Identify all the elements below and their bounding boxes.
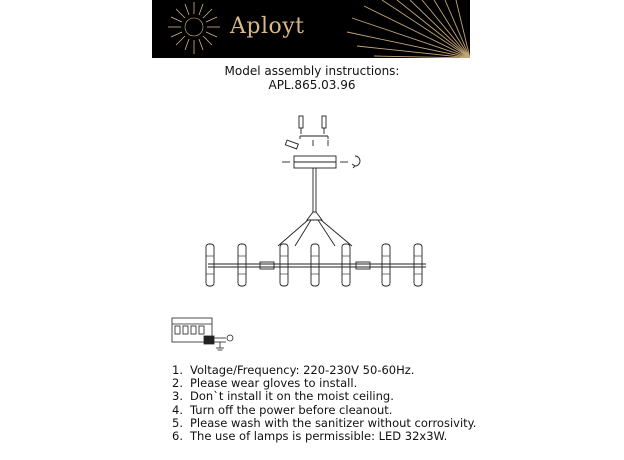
item-number: 2. — [172, 376, 183, 391]
sunburst-logo-icon — [152, 0, 470, 58]
item-text: Don`t install it on the moist ceiling. — [190, 389, 394, 404]
rotate-arrow-icon — [352, 156, 360, 168]
model-number: APL.865.03.96 — [268, 78, 356, 92]
item-text: Please wear gloves to install. — [190, 376, 358, 391]
page-title: Model assembly instructions: — [224, 64, 400, 78]
instruction-list — [172, 364, 476, 443]
item-text: Turn off the power before cleanout. — [190, 402, 393, 417]
item-text: Please wash with the sanitizer without corrosivity. — [190, 415, 477, 430]
item-number: 1. — [172, 363, 183, 377]
item-number: 5. — [172, 415, 183, 430]
brand-banner — [152, 0, 470, 58]
assembly-diagram — [150, 108, 480, 298]
item-number: 3. — [172, 389, 183, 404]
item-number: 6. — [172, 429, 183, 444]
item-text: Voltage/Frequency: 220-230V 50-60Hz. — [190, 363, 415, 377]
list-item — [172, 430, 476, 443]
item-number: 4. — [172, 402, 183, 417]
screw-icon — [299, 116, 326, 134]
brand-name: Aployt — [230, 14, 305, 39]
ground-icon — [216, 342, 224, 350]
item-text: The use of lamps is permissible: LED 32x3W. — [190, 429, 448, 444]
wiring-diagram — [170, 314, 240, 354]
